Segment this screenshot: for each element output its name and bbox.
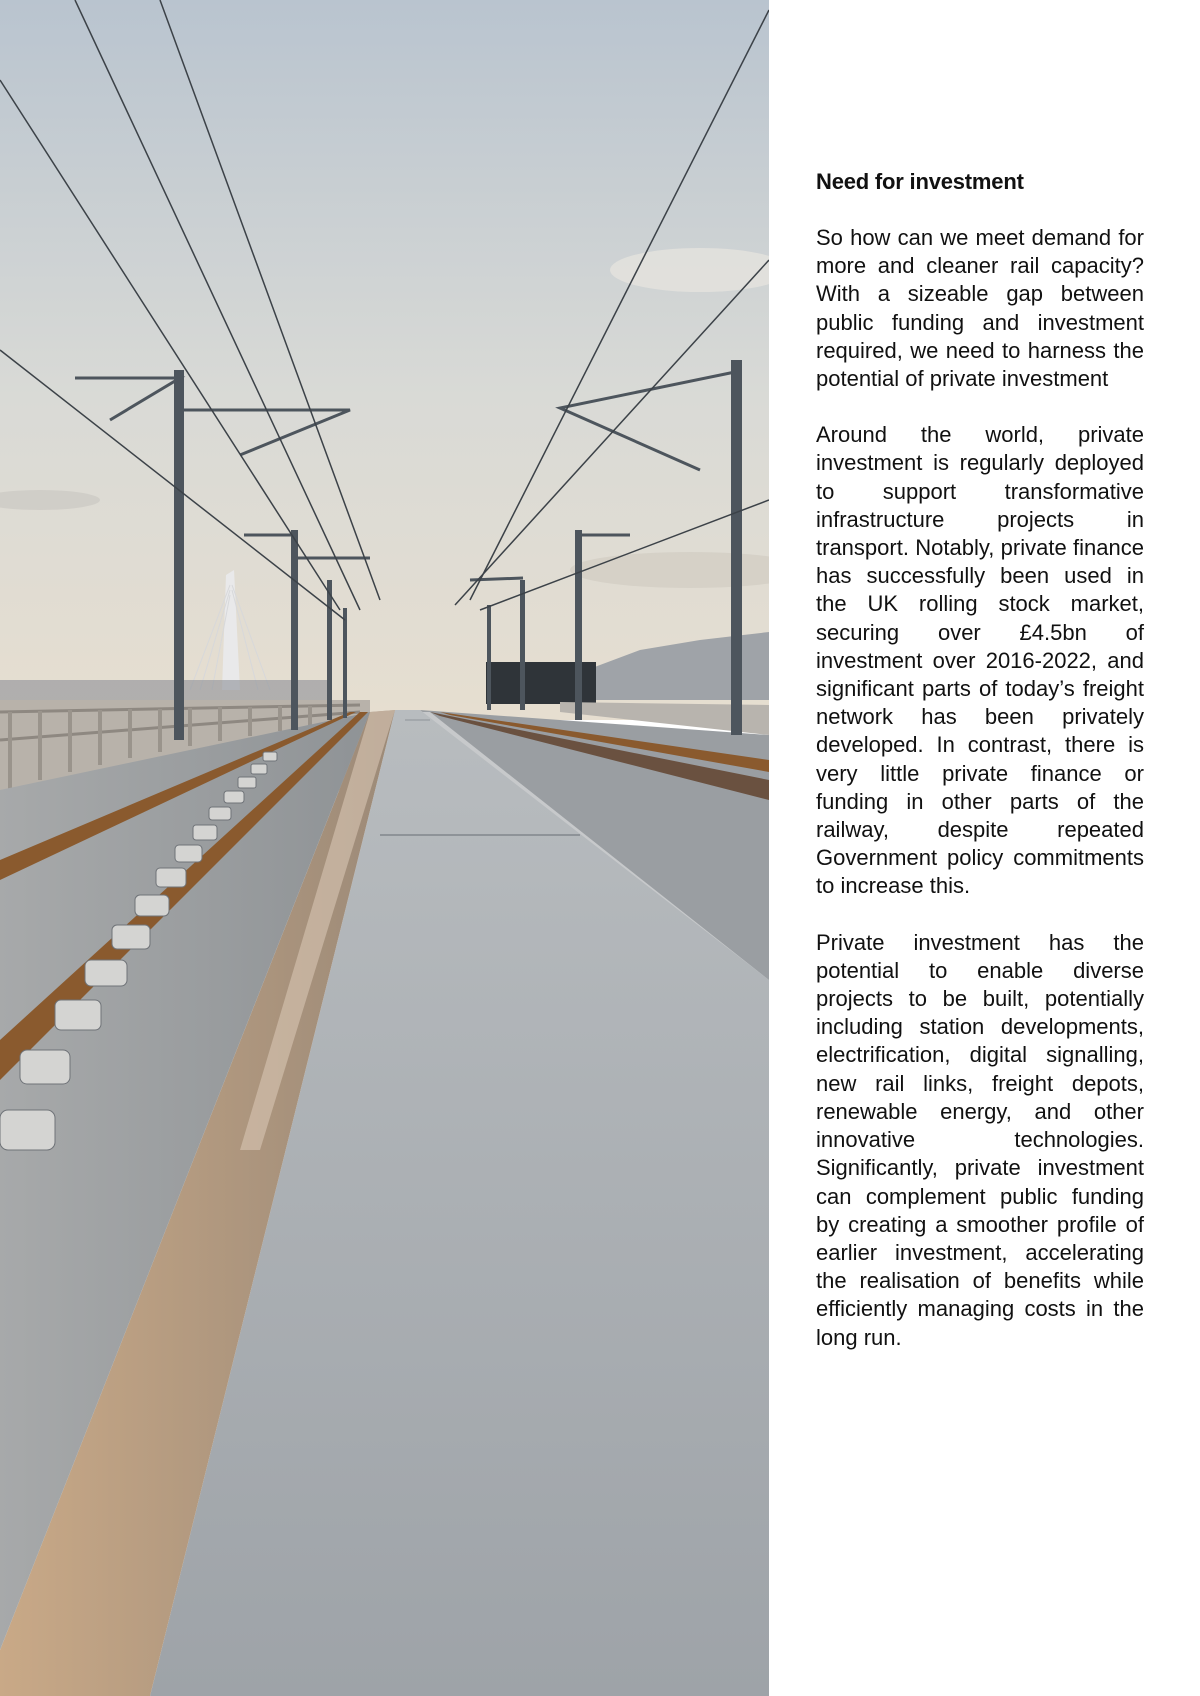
paragraph-potential: Private investment has the potential to enable diverse projects to be built, potentially including station developments, electrification, digital signalling, new rail links, freight depots, renewable energy, and other innovative technologies. Significantly, private investment can complement public funding by creating a smoother profile of earlier investment, accelerating the realisation of benefits while efficiently managing costs in the long run.	[816, 929, 1144, 1350]
article-column	[816, 168, 1144, 1380]
section-heading: Need for investment	[816, 169, 1024, 194]
paragraph-private-investment-world: Around the world, private investment is regularly deployed to support transformative infrastructure projects in transport. Notably, private finance has successfully been used in the UK rolling stock market, securing over £4.5bn of investment over 2016-2022, and significant parts of today’s freight network has been privately developed. In contrast, there is very little private finance or funding in other parts of the railway, despite repeated Government policy commitments to increase this.	[816, 422, 1144, 899]
paragraph-intro: So how can we meet demand for more and cleaner rail capacity? With a sizeable gap between public funding and investment required, we need to harness the potential of private investment	[816, 225, 1144, 392]
sky	[0, 0, 769, 720]
